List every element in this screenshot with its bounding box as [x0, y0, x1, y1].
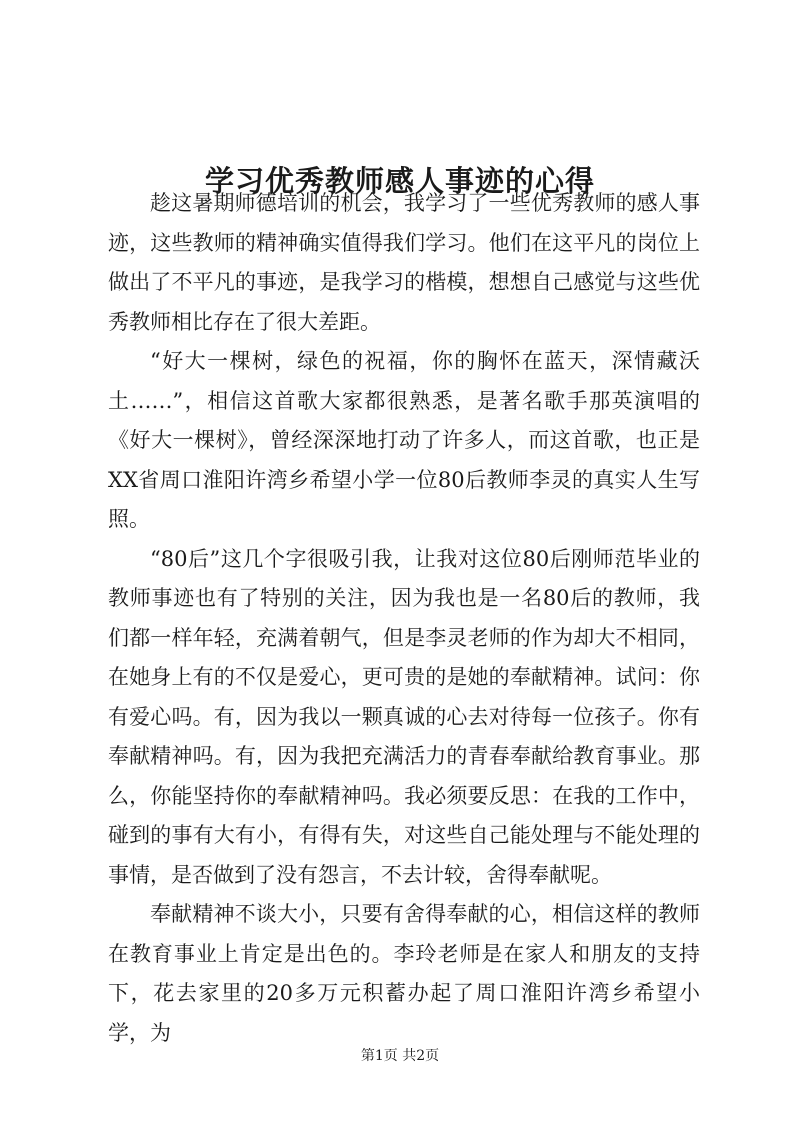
page-number-footer: 第1页 共2页: [360, 1048, 440, 1064]
paragraph: “80后”这几个字很吸引我，让我对这位80后刚师范毕业的教师事迹也有了特别的关注，因为我也是一名80后的教师，我们都一样年轻，充满着朝气，但是李灵老师的作为却大不相同，在她身上有的不仅是爱心，更可贵的是她的奉献精神。试问：你有爱心吗。有，因为我以一颗真诚的心去对待每一位孩子。你有奉献精神吗。有，因为我把充满活力的青春奉献给教育事业。那么，你能坚持你的奉献精神吗。我必须要反思：在我的工作中，碰到的事有大有小，有得有失，对这些自己能处理与不能处理的事情，是否做到了没有怨言，不去计较，舍得奉献呢。: [108, 546, 700, 887]
paragraph: “好大一棵树，绿色的祝福，你的胸怀在蓝天，深情藏沃土……”，相信这首歌大家都很熟悉，是著名歌手那英演唱的《好大一棵树》，曾经深深地打动了许多人，而这首歌，也正是XX省周口淮阳许湾乡希望小学一位80后教师李灵的真实人生写照。: [108, 349, 700, 531]
paragraph: 奉献精神不谈大小，只要有舍得奉献的心，相信这样的教师在教育事业上肯定是出色的。李玲老师是在家人和朋友的支持下，花去家里的20多万元积蓄办起了周口淮阳许湾乡希望小学，为: [108, 902, 700, 1045]
paragraph: 趁这暑期师德培训的机会，我学习了一些优秀教师的感人事迹，这些教师的精神确实值得我们学习。他们在这平凡的岗位上做出了不平凡的事迹，是我学习的楷模，想想自己感觉与这些优秀教师相比存在了很大差距。: [108, 191, 700, 334]
document-body: [108, 184, 700, 1053]
document-title: 学习优秀教师感人事迹的心得: [204, 164, 595, 199]
